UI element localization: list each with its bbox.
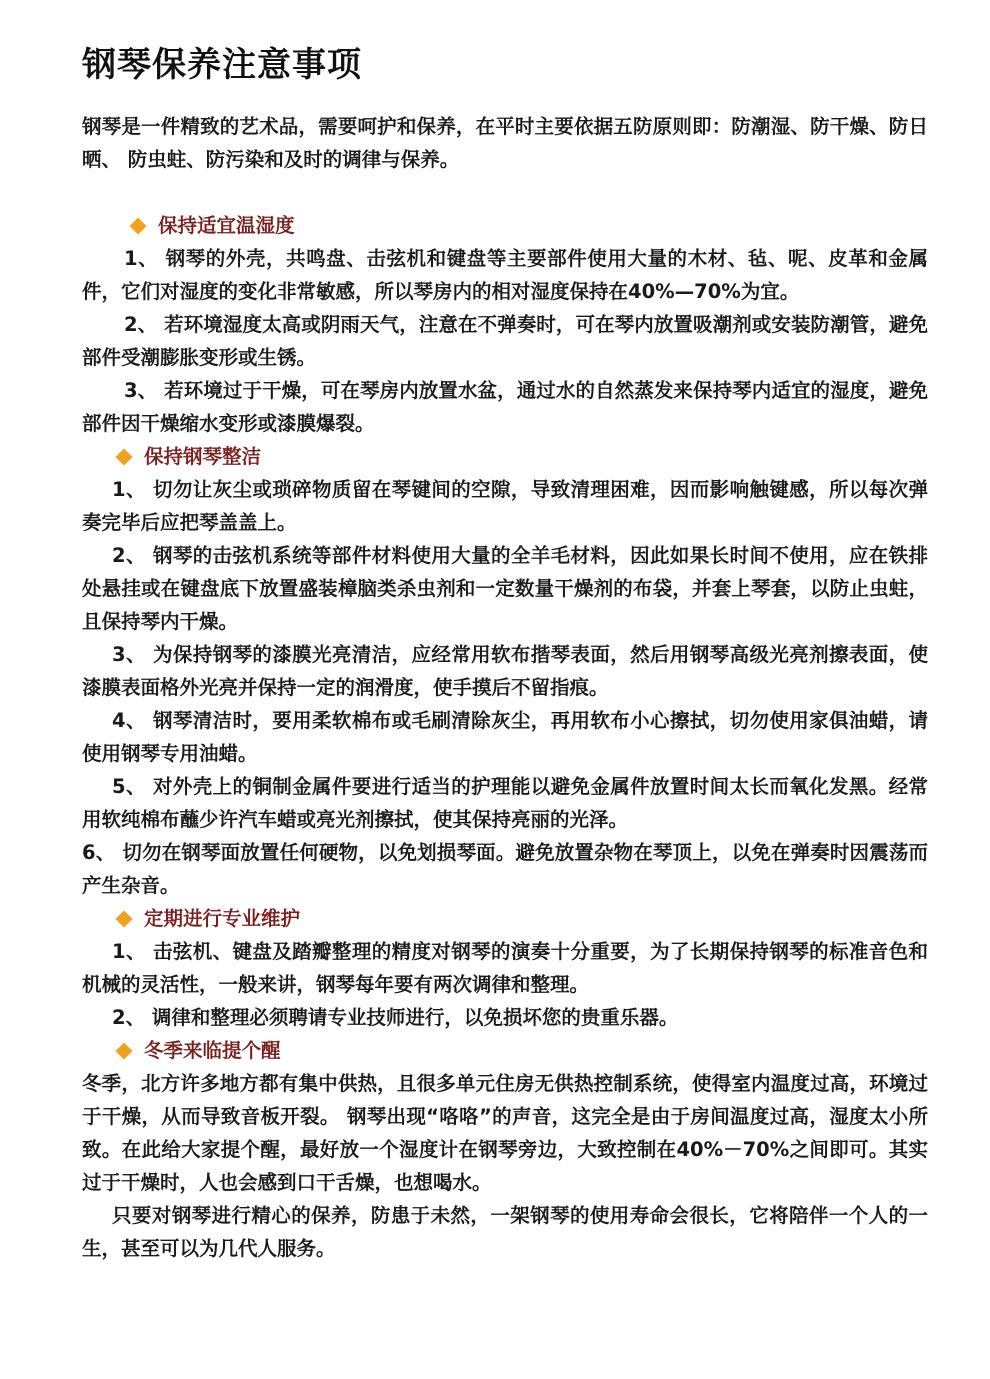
section-heading-text: 保持钢琴整洁 (144, 445, 262, 468)
paragraph: 2、 调律和整理必须聘请专业技师进行，以免损坏您的贵重乐器。 (112, 1006, 679, 1029)
paragraph: 2、 若环境湿度太高或阴雨天气，注意在不弹奏时，可在琴内放置吸潮剂或安装防潮管，避免部件受潮膨胀变形或生锈。 (82, 313, 928, 369)
paragraph: 3、 若环境过于干燥，可在琴房内放置水盆，通过水的自然蒸发来保持琴内适宜的湿度，避免部件因干燥缩水变形或漆膜爆裂。 (82, 379, 928, 435)
section-heading-text: 冬季来临提个醒 (144, 1039, 281, 1062)
paragraph: 1、 钢琴的外壳，共鸣盘、击弦机和键盘等主要部件使用大量的木材、毡、呢、皮革和金属件，它们对湿度的变化非常敏感，所以琴房内的相对湿度保持在40%—70%为宜。 (82, 247, 928, 303)
diamond-icon (130, 217, 147, 234)
paragraph: 4、 钢琴清洁时，要用柔软棉布或毛刷清除灰尘，再用软布小心擦拭，切勿使用家俱油蜡，请使用钢琴专用油蜡。 (82, 709, 928, 765)
article-body (82, 110, 928, 1265)
page-title: 钢琴保养注意事项 (82, 45, 362, 85)
paragraph: 1、 击弦机、键盘及踏瓣整理的精度对钢琴的演奏十分重要，为了长期保持钢琴的标准音色和机械的灵活性，一般来讲，钢琴每年要有两次调律和整理。 (82, 940, 928, 996)
diamond-icon (116, 448, 133, 465)
section-heading-text: 保持适宜温湿度 (158, 214, 295, 237)
section-heading-winter (82, 1034, 928, 1067)
paragraph: 6、 切勿在钢琴面放置任何硬物，以免划损琴面。避免放置杂物在琴顶上，以免在弹奏时因震荡而产生杂音。 (82, 841, 928, 897)
paragraph: 2、 钢琴的击弦机系统等部件材料使用大量的全羊毛材料，因此如果长时间不使用，应在铁排处悬挂或在键盘底下放置盛装樟脑类杀虫剂和一定数量干燥剂的布袋，并套上琴套，以防止虫蛀，且保持琴内干燥。 (82, 544, 928, 633)
paragraph: 5、 对外壳上的铜制金属件要进行适当的护理能以避免金属件放置时间太长而氧化发黑。经常用软纯棉布蘸少许汽车蜡或亮光剂擦拭，使其保持亮丽的光泽。 (82, 775, 928, 831)
section-heading-maintenance (82, 902, 928, 935)
paragraph: 1、 切勿让灰尘或琐碎物质留在琴键间的空隙，导致清理困难，因而影响触键感，所以每次弹奏完毕后应把琴盖盖上。 (82, 478, 928, 534)
diamond-icon (116, 910, 133, 927)
paragraph: 只要对钢琴进行精心的保养，防患于未然，一架钢琴的使用寿命会很长，它将陪伴一个人的一生，甚至可以为几代人服务。 (82, 1204, 928, 1260)
intro-paragraph: 钢琴是一件精致的艺术品，需要呵护和保养，在平时主要依据五防原则即：防潮湿、防干燥、防日晒、 防虫蛀、防污染和及时的调律与保养。 (82, 115, 928, 171)
section-heading-text: 定期进行专业维护 (144, 907, 301, 930)
paragraph: 3、 为保持钢琴的漆膜光亮清洁，应经常用软布揩琴表面，然后用钢琴高级光亮剂擦表面，使漆膜表面格外光亮并保持一定的润滑度，使手摸后不留指痕。 (82, 643, 928, 699)
diamond-icon (116, 1042, 133, 1059)
paragraph: 冬季，北方许多地方都有集中供热，且很多单元住房无供热控制系统，使得室内温度过高，环境过于干燥，从而导致音板开裂。 钢琴出现“咯咯”的声音，这完全是由于房间温度过高，湿度太小所致。在此给大家提个醒，最好放一个湿度计在钢琴旁边，大致控制在40%－70%之间即可。其实过于干燥时，人也会感到口干舌燥，也想喝水。 (82, 1072, 928, 1194)
section-heading-humidity (82, 209, 928, 242)
section-heading-cleaning (82, 440, 928, 473)
